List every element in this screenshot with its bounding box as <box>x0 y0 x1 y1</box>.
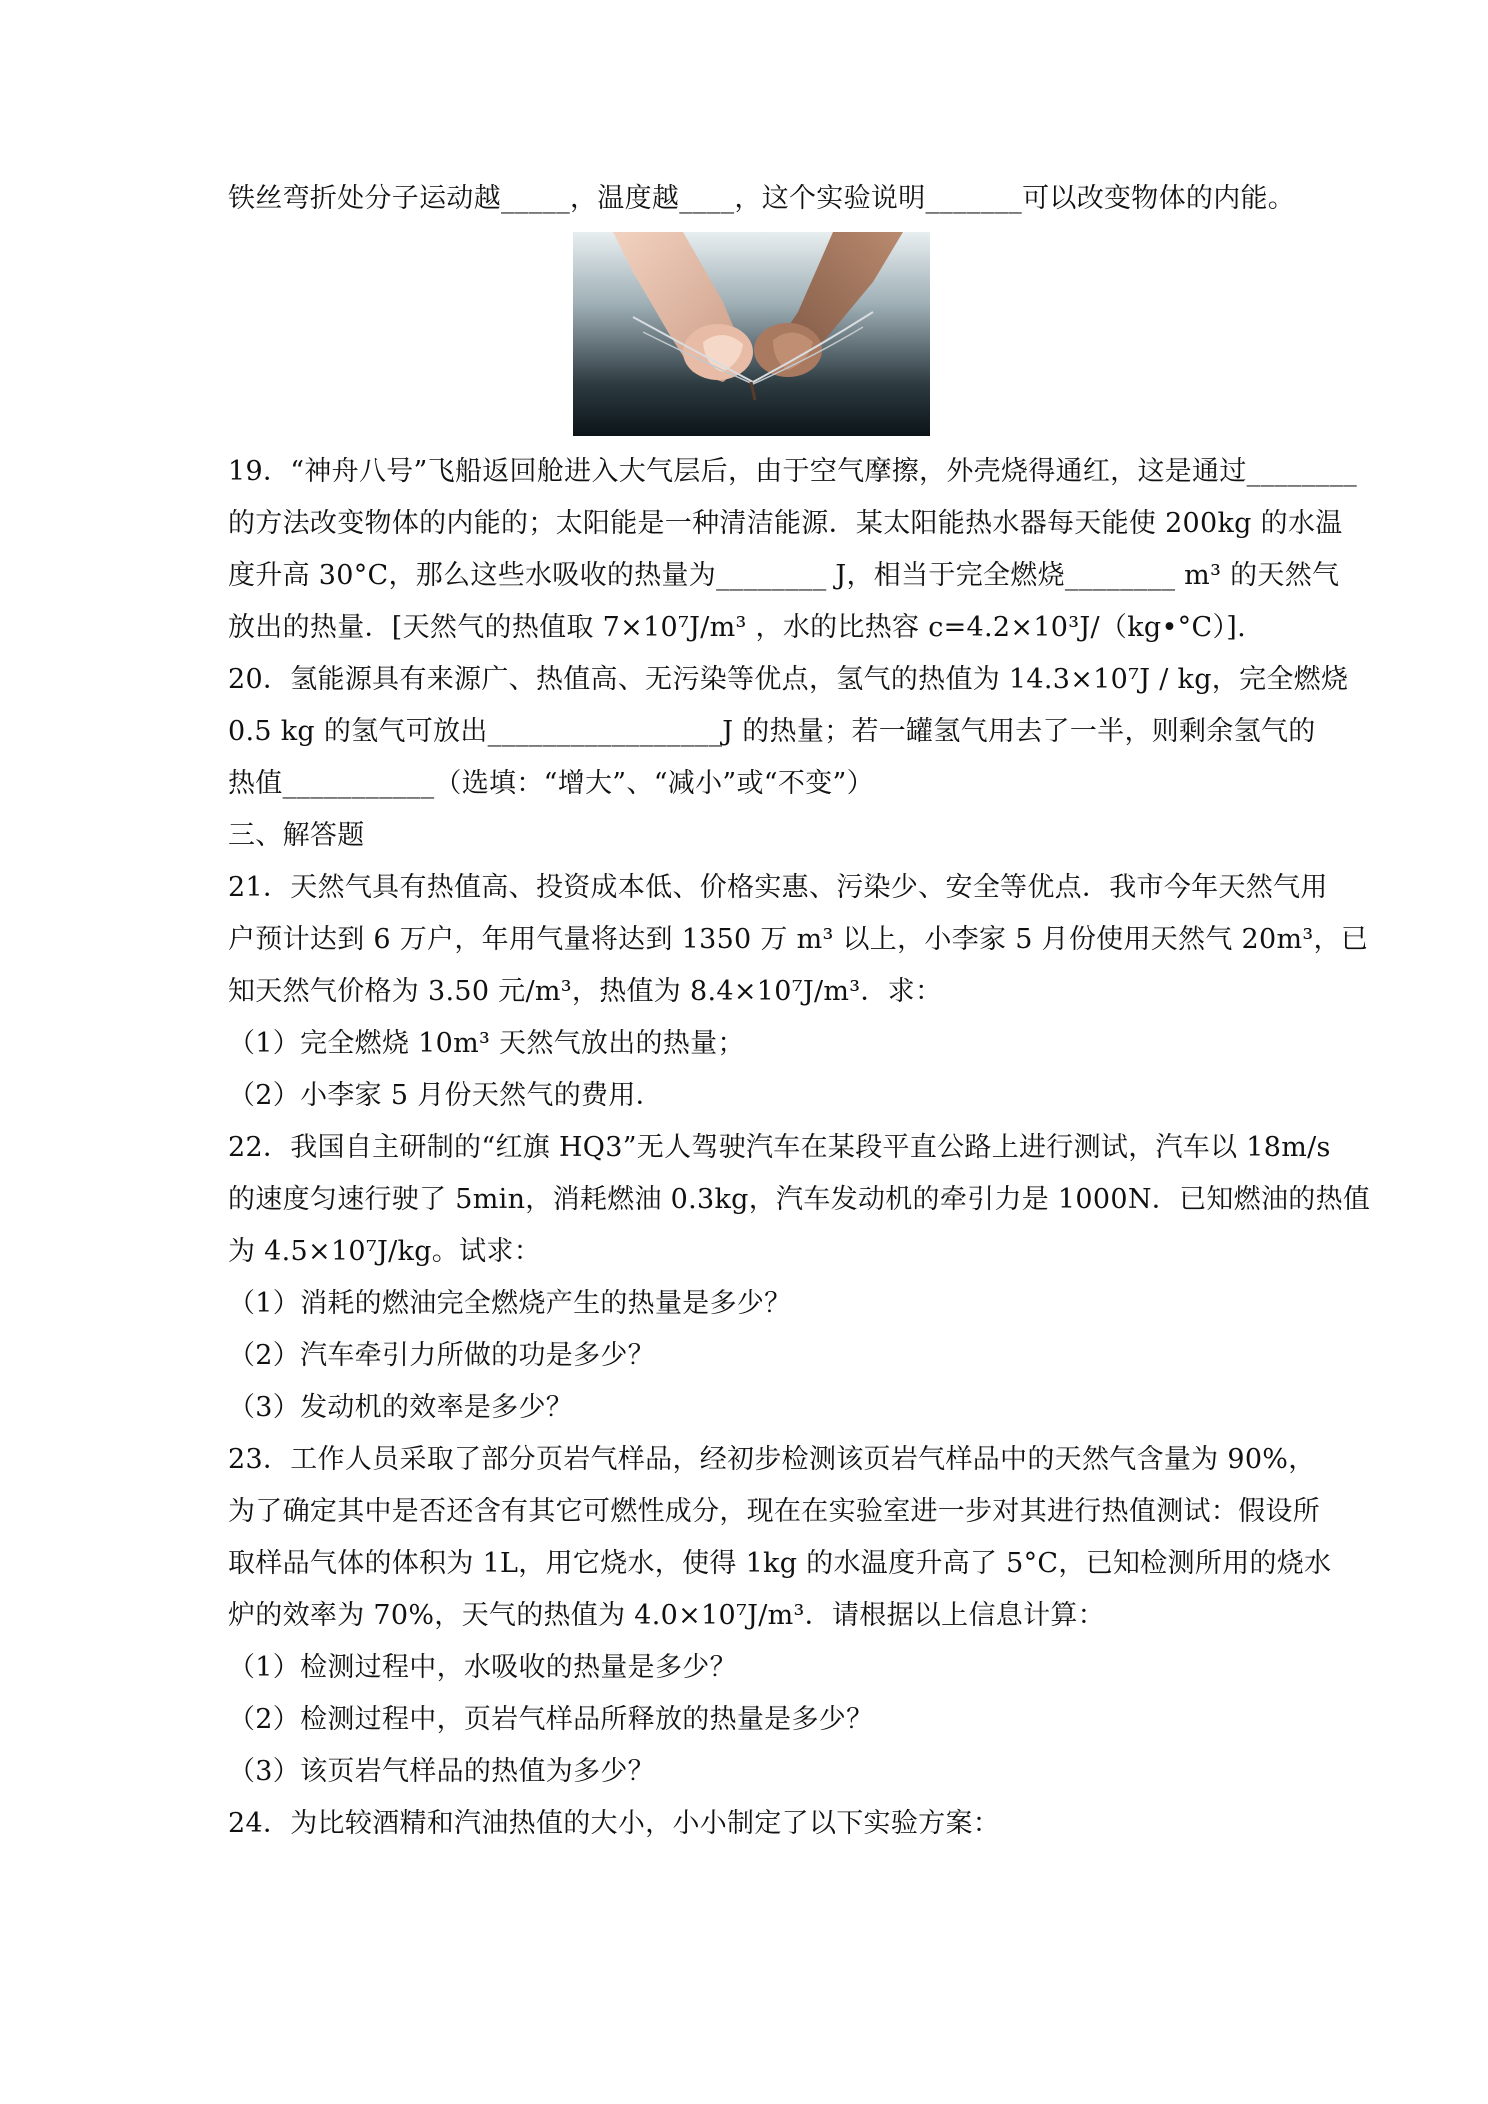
q23-line-3: 取样品气体的体积为 1L，用它烧水，使得 1kg 的水温度升高了 5°C，已知检测所用的烧水 <box>228 1548 1332 1579</box>
q19-line-4: 放出的热量．[天然气的热值取 7×10⁷J/m³ ，水的比热容 c=4.2×10³J/（kg•°C）]. <box>228 612 1246 643</box>
q21-line-3: 知天然气价格为 3.50 元/m³，热值为 8.4×10⁷J/m³．求： <box>228 976 943 1007</box>
q23-line-4: 炉的效率为 70%，天气的热值为 4.0×10⁷J/m³．请根据以上信息计算： <box>228 1600 1105 1631</box>
q22-line-3: 为 4.5×10⁷J/kg。试求： <box>228 1236 541 1267</box>
q23-sub-2: （2）检测过程中，页岩气样品所释放的热量是多少？ <box>228 1704 874 1735</box>
q22-sub-1: （1）消耗的燃油完全燃烧产生的热量是多少？ <box>228 1288 792 1319</box>
q21-line-1: 21．天然气具有热值高、投资成本低、价格实惠、污染少、安全等优点．我市今年天然气用 <box>228 872 1328 903</box>
q20-line-1: 20．氢能源具有来源广、热值高、无污染等优点，氢气的热值为 14.3×10⁷J / kg，完全燃烧 <box>228 664 1349 695</box>
q22-line-2: 的速度匀速行驶了 5min，消耗燃油 0.3kg，汽车发动机的牵引力是 1000N．已知燃油的热值 <box>228 1184 1371 1215</box>
q20-line-3: 热值___________（选填：“增大”、“减小”或“不变”） <box>228 768 874 799</box>
q23-line-2: 为了确定其中是否还含有其它可燃性成分，现在在实验室进一步对其进行热值测试：假设所 <box>228 1496 1320 1527</box>
q19-line-2: 的方法改变物体的内能的；太阳能是一种清洁能源．某太阳能热水器每天能使 200kg 的水温 <box>228 508 1343 539</box>
q23-sub-3: （3）该页岩气样品的热值为多少？ <box>228 1756 655 1787</box>
q18-tail-line: 铁丝弯折处分子运动越_____，温度越____，这个实验说明_______可以改变物体的内能。 <box>228 183 1296 214</box>
hands-bending-wire-photo <box>573 232 930 436</box>
q22-sub-3: （3）发动机的效率是多少？ <box>228 1392 574 1423</box>
q19-line-3: 度升高 30°C，那么这些水吸收的热量为________ J，相当于完全燃烧________ m³ 的天然气 <box>228 560 1340 591</box>
q20-line-2: 0.5 kg 的氢气可放出_________________J 的热量；若一罐氢气用去了一半，则剩余氢气的 <box>228 716 1316 747</box>
q24-line-1: 24．为比较酒精和汽油热值的大小，小小制定了以下实验方案： <box>228 1808 1001 1839</box>
q23-sub-1: （1）检测过程中，水吸收的热量是多少？ <box>228 1652 737 1683</box>
q21-sub-1: （1）完全燃烧 10m³ 天然气放出的热量； <box>228 1028 745 1059</box>
q22-sub-2: （2）汽车牵引力所做的功是多少？ <box>228 1340 655 1371</box>
q21-line-2: 户预计达到 6 万户，年用气量将达到 1350 万 m³ 以上，小李家 5 月份使用天然气 20m³，已 <box>228 924 1369 955</box>
q21-sub-2: （2）小李家 5 月份天然气的费用． <box>228 1080 663 1111</box>
q22-line-1: 22．我国自主研制的“红旗 HQ3”无人驾驶汽车在某段平直公路上进行测试，汽车以 18m/s <box>228 1132 1331 1163</box>
section-heading: 三、解答题 <box>228 820 365 851</box>
q19-line-1: 19．“神舟八号”飞船返回舱进入大气层后，由于空气摩擦，外壳烧得通红，这是通过________ <box>228 456 1358 487</box>
q23-line-1: 23．工作人员采取了部分页岩气样品，经初步检测该页岩气样品中的天然气含量为 90%， <box>228 1444 1316 1475</box>
